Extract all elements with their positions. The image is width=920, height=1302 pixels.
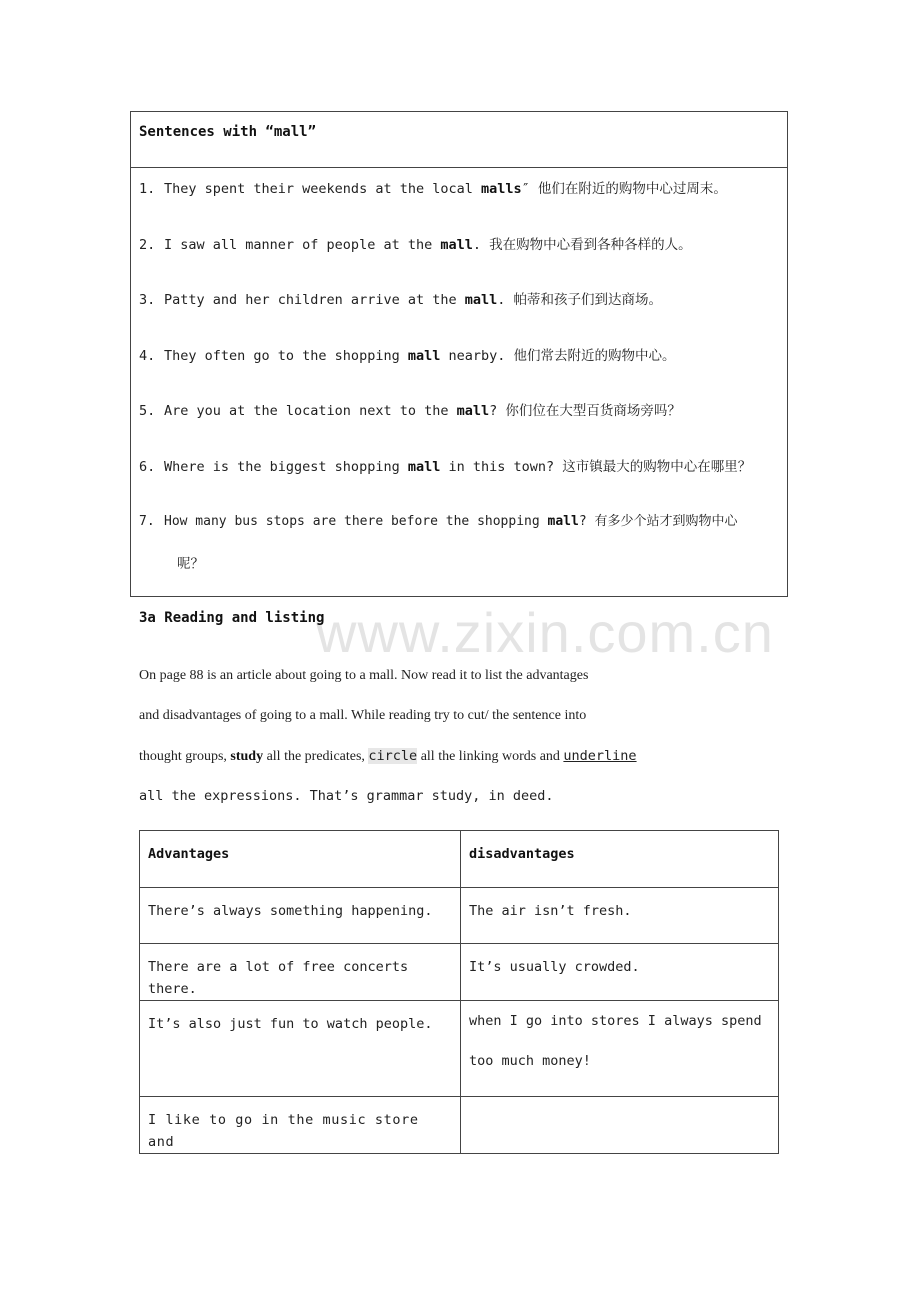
mall-sentences-box [130,111,788,597]
advantage-cell: I like to go in the music store and [140,1097,461,1154]
sentence-number: 6. [139,459,156,475]
sentence-translation: nearby. 他们常去附近的购物中心。 [440,348,676,364]
instruction-line-4: all the expressions. That’s grammar study, in deed. [139,788,554,804]
disadvantage-cell: It’s usually crowded. [461,944,779,1001]
sentence-text: Are you at the location next to the [164,403,457,419]
sentence-text: They often go to the shopping [164,348,408,364]
table-row [140,1001,779,1097]
sentence-4 [139,346,785,366]
instruction-line-2: and disadvantages of going to a mall. While reading try to cut/ the sentence into [139,708,587,723]
sentence-7-continuation: 呢？ [177,556,204,572]
sentence-text: Patty and her children arrive at the [164,292,465,308]
keyword: mall [440,237,473,253]
keyword: mall [407,348,441,364]
table-row [140,944,779,1001]
keyword: mall [464,292,498,308]
sentence-number: 4. [139,348,156,364]
sentence-2 [139,235,785,255]
circle-keyword: circle [368,748,418,764]
header-advantages: Advantages [140,831,461,888]
sentence-5 [139,401,785,421]
table-row [140,1097,779,1154]
watermark: www.zixin.com.cn [316,601,774,664]
keyword: malls [480,181,522,197]
sentence-translation: . 帕蒂和孩子们到达商场。 [497,292,663,308]
sentence-6 [139,457,785,477]
sentence-7 [139,512,785,532]
keyword: mall [407,459,441,475]
box-header: Sentences with “mall” [131,112,787,168]
advantage-cell: There are a lot of free concerts there. [140,944,461,1001]
sentence-number: 5. [139,403,156,419]
disadvantage-cell [461,1097,779,1154]
sentence-translation: . 我在购物中心看到各种各样的人。 [472,237,692,253]
study-keyword: study [230,749,264,764]
sentence-translation: ″ 他们在附近的购物中心过周末。 [521,181,727,197]
sentence-text: They spent their weekends at the local [164,181,481,197]
advantages-table [139,830,779,1154]
sentence-translation: ? 有多少个站才到购物中心 [578,514,738,529]
advantage-cell: It’s also just fun to watch people. [140,1001,461,1097]
sentence-1 [139,179,785,199]
section-title: 3a Reading and listing [139,610,325,626]
sentence-number: 1. [139,181,156,197]
sentence-translation: in this town? 这市镇最大的购物中心在哪里？ [440,459,752,475]
advantage-cell: There’s always something happening. [140,888,461,944]
keyword: mall [456,403,490,419]
sentence-text: How many bus stops are there before the shopping [164,514,548,529]
instruction-text: all the predicates, [263,749,369,764]
instruction-text: all the linking words and [417,749,564,764]
instruction-line-1: On page 88 is an article about going to a mall. Now read it to list the advantages [139,668,589,683]
sentence-text: I saw all manner of people at the [164,237,441,253]
instruction-text: thought groups, [139,749,231,764]
sentence-translation: ? 你们位在大型百货商场旁吗？ [489,403,681,419]
keyword: mall [547,514,579,529]
underline-keyword: underline [563,748,637,764]
header-disadvantages: disadvantages [461,831,779,888]
sentence-3 [139,290,785,310]
sentence-number: 2. [139,237,156,253]
disadvantage-cell: when I go into stores I always spend too much money! [461,1001,779,1097]
table-row [140,888,779,944]
sentence-text: Where is the biggest shopping [164,459,408,475]
sentence-number: 7. [139,514,155,529]
instruction-line-3 [139,746,789,767]
sentence-number: 3. [139,292,156,308]
table-header-row [140,831,779,888]
disadvantage-cell: The air isn’t fresh. [461,888,779,944]
